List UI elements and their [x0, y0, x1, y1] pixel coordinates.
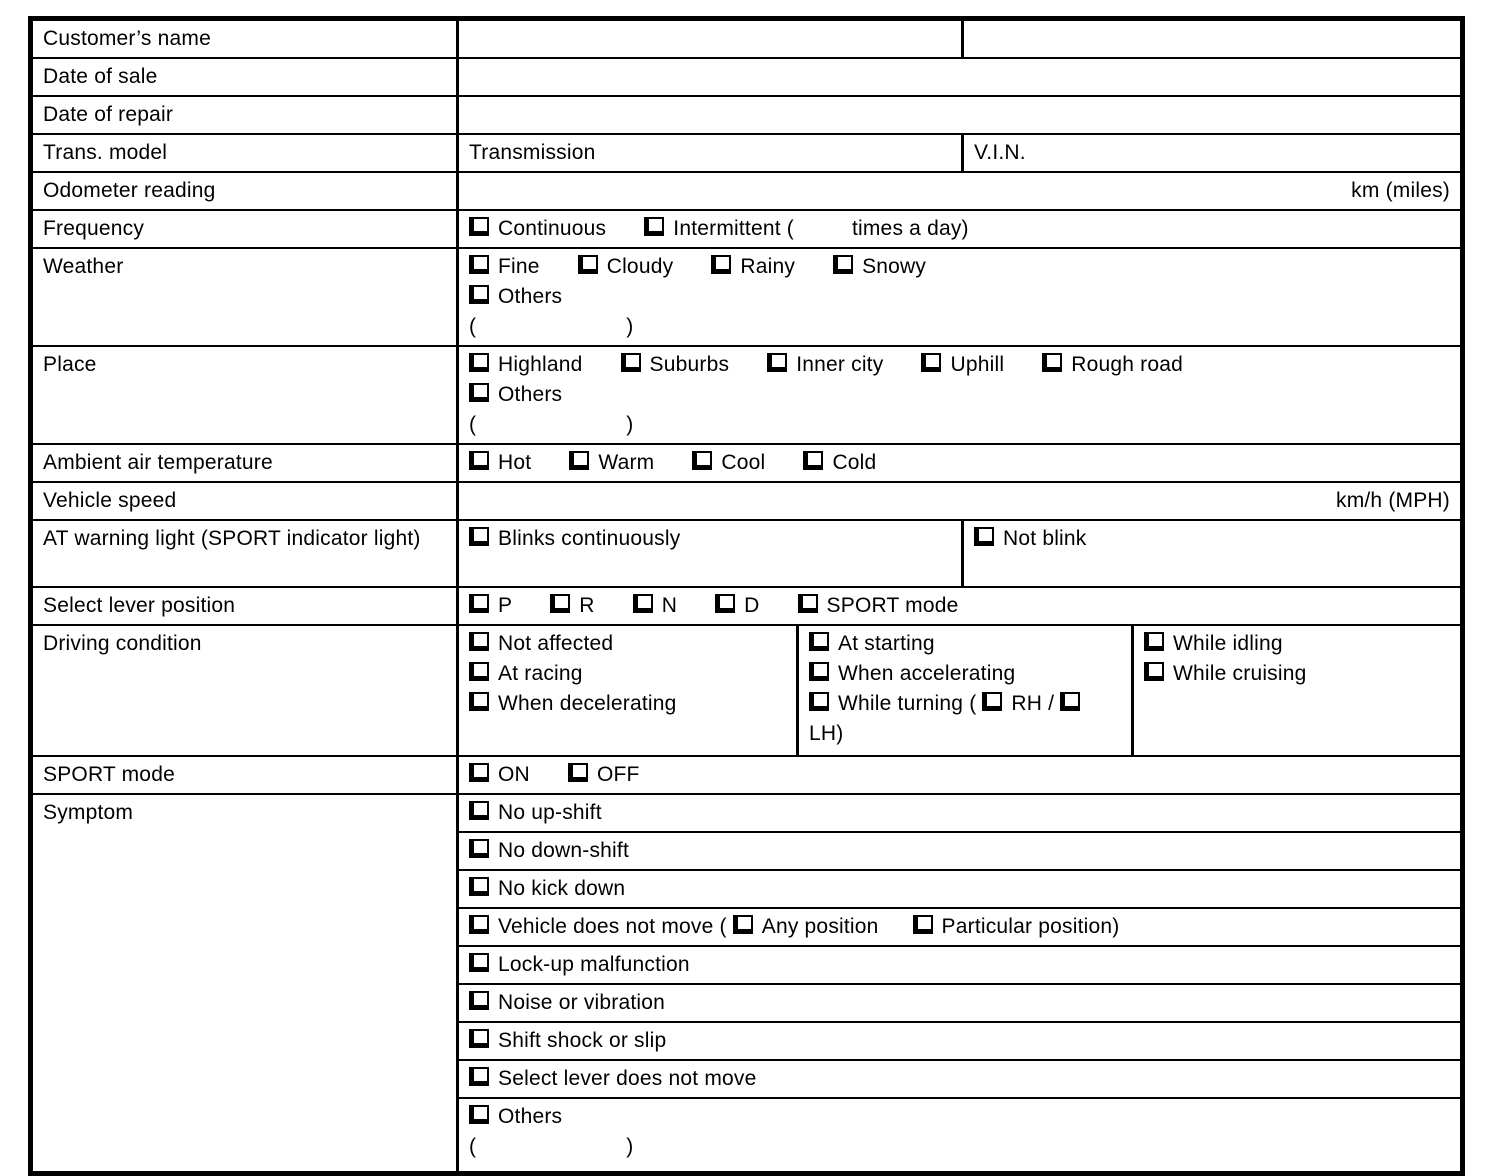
row-symptom-no-up-shift [31, 794, 1463, 832]
on-label: ON [498, 763, 530, 786]
row-sport-mode [31, 756, 1463, 794]
paren-open: ( [469, 315, 477, 338]
row-vehicle-speed [31, 482, 1463, 520]
option-warm [569, 451, 654, 474]
option-fine [469, 255, 540, 278]
date-of-sale-input-area[interactable] [458, 58, 1463, 96]
option-while-cruising [1144, 659, 1452, 689]
option-at-starting [809, 629, 1123, 659]
checkbox-suburbs[interactable] [621, 353, 641, 372]
place-others-label: Others [498, 383, 563, 406]
option-snowy [833, 255, 926, 278]
option-cool [692, 451, 765, 474]
vin-label: V.I.N. [974, 141, 1026, 164]
symptom-others-blank-line [469, 1132, 1452, 1162]
checkbox-turning-lh[interactable] [1060, 692, 1080, 711]
option-noise-or-vibration [458, 984, 1463, 1022]
at-warning-light-label: AT warning light (SPORT indicator light) [31, 520, 458, 587]
select-lever-not-move-label: Select lever does not move [498, 1067, 757, 1090]
checkbox-cold[interactable] [803, 451, 823, 470]
uphill-label: Uphill [950, 353, 1005, 376]
checkbox-highland[interactable] [469, 353, 489, 372]
hot-label: Hot [498, 451, 532, 474]
fine-label: Fine [498, 255, 540, 278]
row-date-of-repair [31, 96, 1463, 134]
driving-condition-col-3 [1134, 626, 1460, 755]
option-when-accelerating [809, 659, 1123, 689]
option-no-down-shift [458, 832, 1463, 870]
checkbox-continuous[interactable] [469, 217, 489, 236]
driving-condition-col-2 [799, 626, 1134, 755]
not-blink-label: Not blink [1003, 527, 1087, 550]
date-of-repair-input-area[interactable] [458, 96, 1463, 134]
any-position-label: Any position [761, 915, 879, 938]
customer-name-input-area-2[interactable] [963, 19, 1463, 59]
checkbox-rainy[interactable] [711, 255, 731, 274]
checkbox-on[interactable] [469, 763, 489, 782]
paren-close: ) [626, 1135, 634, 1158]
checkbox-hot[interactable] [469, 451, 489, 470]
row-driving-condition [31, 625, 1463, 756]
symptom-label: Symptom [31, 794, 458, 1173]
row-frequency [31, 210, 1463, 248]
option-cloudy [578, 255, 674, 278]
checkbox-not-affected[interactable] [469, 632, 489, 651]
when-decelerating-label: When decelerating [498, 692, 677, 715]
checkbox-uphill[interactable] [921, 353, 941, 372]
checkbox-at-starting[interactable] [809, 632, 829, 651]
paren-open: ( [469, 413, 477, 436]
option-sport-mode-lever [798, 594, 959, 617]
checkbox-select-lever-not-move[interactable] [469, 1067, 489, 1086]
snowy-label: Snowy [862, 255, 927, 278]
option-shift-shock-or-slip [458, 1022, 1463, 1060]
weather-others-label: Others [498, 285, 563, 308]
option-uphill [921, 353, 1004, 376]
checkbox-at-racing[interactable] [469, 662, 489, 681]
weather-label: Weather [31, 248, 458, 346]
ambient-temp-options [458, 444, 1463, 482]
driving-condition-options [458, 625, 1463, 756]
while-idling-label: While idling [1173, 632, 1283, 655]
while-cruising-label: While cruising [1173, 662, 1307, 685]
checkbox-turning-rh[interactable] [982, 692, 1002, 711]
option-cold [803, 451, 876, 474]
paren-open: ( [469, 1135, 477, 1158]
paren-close: ) [626, 315, 634, 338]
paren-close: ) [626, 413, 634, 436]
row-odometer [31, 172, 1463, 210]
while-turning-label: While turning ( [838, 692, 977, 715]
option-n [633, 594, 677, 617]
checkbox-intermittent[interactable] [644, 217, 664, 236]
checkbox-snowy[interactable] [833, 255, 853, 274]
turning-rh-label: RH / [1011, 692, 1055, 715]
option-inner-city [767, 353, 883, 376]
customer-name-label: Customer’s name [31, 19, 458, 59]
r-label: R [579, 594, 595, 617]
inner-city-label: Inner city [796, 353, 884, 376]
customer-name-input-area[interactable] [458, 19, 963, 59]
suburbs-label: Suburbs [649, 353, 730, 376]
sport-mode-label: SPORT mode [31, 756, 458, 794]
checkbox-vehicle-not-move[interactable] [469, 915, 489, 934]
symptom-others-label: Others [498, 1105, 563, 1128]
checkbox-off[interactable] [568, 763, 588, 782]
checkbox-n[interactable] [633, 594, 653, 613]
checkbox-p[interactable] [469, 594, 489, 613]
p-label: P [498, 594, 513, 617]
row-date-of-sale [31, 58, 1463, 96]
checkbox-blinks-continuously[interactable] [469, 527, 489, 546]
option-while-turning [809, 689, 1123, 719]
row-trans-model [31, 134, 1463, 172]
frequency-options [458, 210, 1463, 248]
cool-label: Cool [721, 451, 766, 474]
row-place [31, 346, 1463, 444]
option-when-decelerating [469, 689, 788, 719]
off-label: OFF [596, 763, 640, 786]
continuous-label: Continuous [498, 217, 607, 240]
checkbox-place-others[interactable] [469, 383, 489, 402]
option-not-affected [469, 629, 788, 659]
option-r [550, 594, 594, 617]
option-intermittent [644, 217, 968, 240]
option-at-racing [469, 659, 788, 689]
checkbox-r[interactable] [550, 594, 570, 613]
ambient-temp-label: Ambient air temperature [31, 444, 458, 482]
checkbox-shift-shock-or-slip[interactable] [469, 1029, 489, 1048]
odometer-label: Odometer reading [31, 172, 458, 210]
no-up-shift-label: No up-shift [498, 801, 602, 824]
rainy-label: Rainy [740, 255, 796, 278]
place-others-blank-line [469, 410, 1452, 440]
row-ambient-temp [31, 444, 1463, 482]
option-continuous [469, 217, 606, 240]
times-a-day-label: times a day) [851, 217, 969, 240]
cold-label: Cold [832, 451, 877, 474]
place-label: Place [31, 346, 458, 444]
rough-road-label: Rough road [1071, 353, 1183, 376]
checkbox-while-cruising[interactable] [1144, 662, 1164, 681]
checkbox-when-accelerating[interactable] [809, 662, 829, 681]
checkbox-fine[interactable] [469, 255, 489, 274]
turning-lh-label: LH) [809, 722, 844, 745]
when-accelerating-label: When accelerating [838, 662, 1016, 685]
option-rough-road [1042, 353, 1183, 376]
checkbox-rough-road[interactable] [1042, 353, 1062, 372]
option-d [715, 594, 759, 617]
checkbox-no-down-shift[interactable] [469, 839, 489, 858]
cloudy-label: Cloudy [606, 255, 674, 278]
checkbox-any-position[interactable] [733, 915, 753, 934]
transmission-label: Transmission [469, 141, 596, 164]
no-kick-down-label: No kick down [498, 877, 626, 900]
frequency-label: Frequency [31, 210, 458, 248]
option-select-lever-not-move [458, 1060, 1463, 1098]
odometer-unit-label: km (miles) [1351, 179, 1450, 202]
option-weather-others [469, 282, 1452, 312]
sport-mode-lever-label: SPORT mode [826, 594, 959, 617]
date-of-sale-label: Date of sale [31, 58, 458, 96]
checkbox-not-blink[interactable] [974, 527, 994, 546]
checkbox-while-turning[interactable] [809, 692, 829, 711]
vehicle-speed-input-area[interactable] [458, 482, 1463, 520]
row-select-lever [31, 587, 1463, 625]
option-lock-up-malfunction [458, 946, 1463, 984]
transmission-input-area[interactable] [458, 134, 963, 172]
option-symptom-others [458, 1098, 1463, 1173]
checkbox-inner-city[interactable] [767, 353, 787, 372]
checkbox-no-up-shift[interactable] [469, 801, 489, 820]
vin-input-area[interactable] [963, 134, 1463, 172]
option-on [469, 763, 530, 786]
date-of-repair-label: Date of repair [31, 96, 458, 134]
vehicle-speed-unit-label: km/h (MPH) [1336, 489, 1450, 512]
n-label: N [661, 594, 678, 617]
vehicle-speed-label: Vehicle speed [31, 482, 458, 520]
option-p [469, 594, 512, 617]
at-racing-label: At racing [498, 662, 583, 685]
checkbox-particular-position[interactable] [913, 915, 933, 934]
option-hot [469, 451, 531, 474]
option-place-others [469, 380, 1452, 410]
driving-condition-col-1 [459, 626, 799, 755]
weather-others-blank-line [469, 312, 1452, 342]
not-affected-label: Not affected [498, 632, 614, 655]
row-customer-name [31, 19, 1463, 59]
lock-up-malfunction-label: Lock-up malfunction [498, 953, 690, 976]
sport-mode-options [458, 756, 1463, 794]
select-lever-label: Select lever position [31, 587, 458, 625]
row-weather [31, 248, 1463, 346]
option-rainy [711, 255, 795, 278]
blinks-continuously-label: Blinks continuously [498, 527, 681, 550]
no-down-shift-label: No down-shift [498, 839, 629, 862]
weather-options [458, 248, 1463, 346]
checkbox-while-idling[interactable] [1144, 632, 1164, 651]
checkbox-sport-mode-lever[interactable] [798, 594, 818, 613]
option-while-idling [1144, 629, 1452, 659]
row-at-warning-light [31, 520, 1463, 587]
particular-position-label: Particular position) [941, 915, 1120, 938]
checkbox-cloudy[interactable] [578, 255, 598, 274]
vehicle-not-move-label: Vehicle does not move ( [498, 915, 727, 938]
odometer-input-area[interactable] [458, 172, 1463, 210]
highland-label: Highland [498, 353, 583, 376]
checkbox-lock-up-malfunction[interactable] [469, 953, 489, 972]
checkbox-no-kick-down[interactable] [469, 877, 489, 896]
noise-or-vibration-label: Noise or vibration [498, 991, 666, 1014]
warm-label: Warm [598, 451, 655, 474]
option-blinks-continuously [458, 520, 963, 587]
option-no-up-shift [458, 794, 1463, 832]
place-options [458, 346, 1463, 444]
checkbox-warm[interactable] [569, 451, 589, 470]
turning-lh-wrap [809, 719, 1123, 749]
driving-condition-label: Driving condition [31, 625, 458, 756]
option-suburbs [621, 353, 730, 376]
option-highland [469, 353, 583, 376]
checkbox-noise-or-vibration[interactable] [469, 991, 489, 1010]
trans-model-label: Trans. model [31, 134, 458, 172]
select-lever-options [458, 587, 1463, 625]
option-vehicle-not-move [458, 908, 1463, 946]
checkbox-d[interactable] [715, 594, 735, 613]
shift-shock-or-slip-label: Shift shock or slip [498, 1029, 667, 1052]
checkbox-weather-others[interactable] [469, 285, 489, 304]
diagnostic-form-table [28, 16, 1465, 1176]
checkbox-when-decelerating[interactable] [469, 692, 489, 711]
checkbox-cool[interactable] [692, 451, 712, 470]
option-off [568, 763, 640, 786]
option-not-blink [963, 520, 1463, 587]
at-starting-label: At starting [838, 632, 935, 655]
intermittent-label: Intermittent ( [673, 217, 794, 240]
d-label: D [744, 594, 760, 617]
checkbox-symptom-others[interactable] [469, 1105, 489, 1124]
option-no-kick-down [458, 870, 1463, 908]
